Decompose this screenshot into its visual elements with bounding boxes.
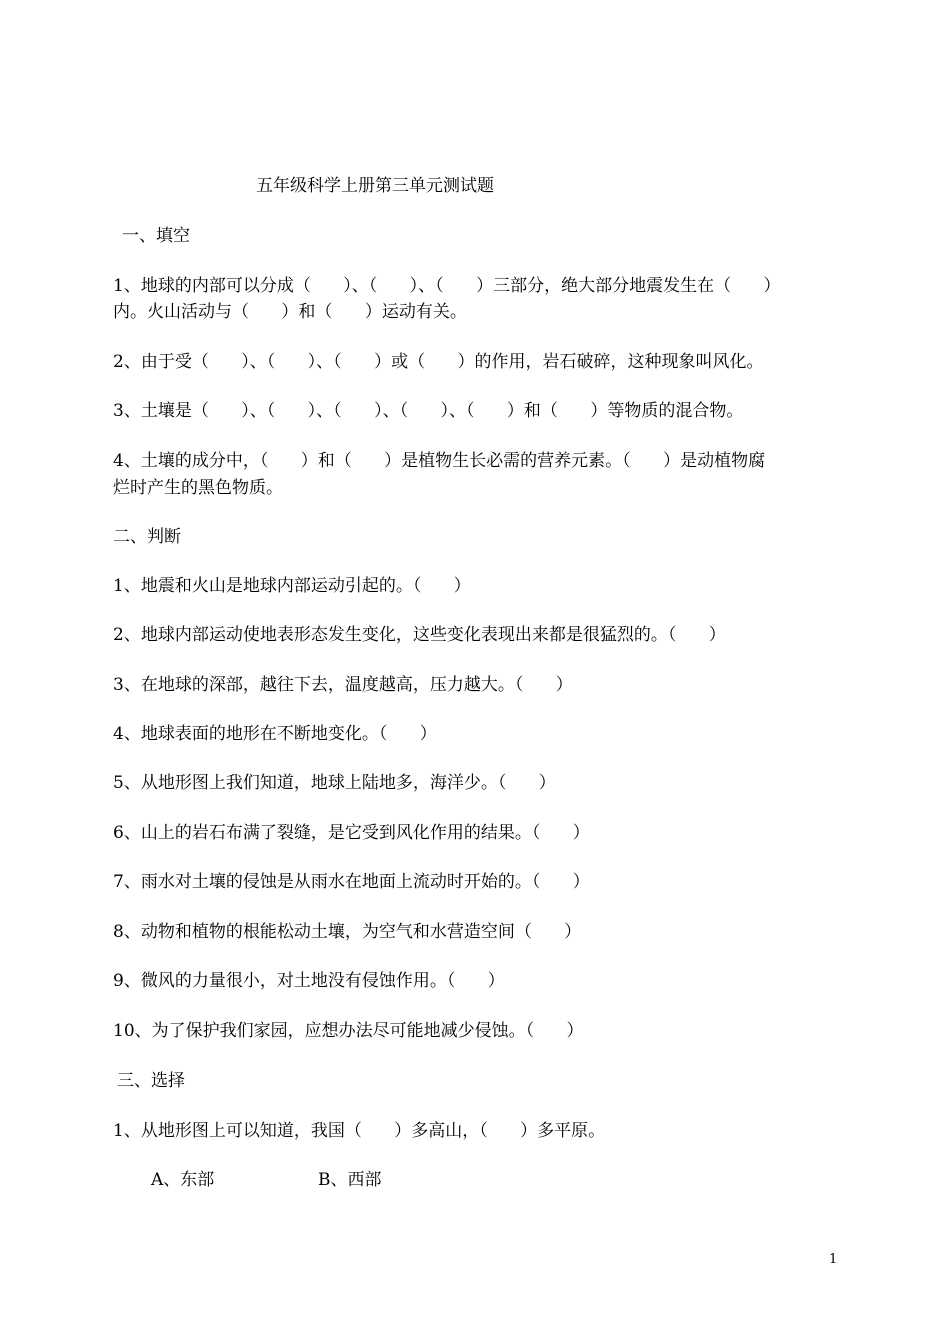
fill-blank-question-1-line-2: 内。火山活动与（ ）和（ ）运动有关。	[113, 302, 467, 322]
true-false-item: 9、微风的力量很小，对土地没有侵蚀作用。（ ）	[113, 971, 505, 991]
true-false-item: 10、为了保护我们家园，应想办法尽可能地减少侵蚀。（ ）	[113, 1021, 584, 1041]
true-false-item: 6、山上的岩石布满了裂缝，是它受到风化作用的结果。（ ）	[113, 823, 590, 843]
fill-blank-question-4-line-2: 烂时产生的黑色物质。	[113, 478, 283, 498]
section-heading-true-false: 二、判断	[113, 527, 181, 547]
true-false-item: 4、地球表面的地形在不断地变化。（ ）	[113, 724, 437, 744]
section-heading-multiple-choice: 三、选择	[117, 1071, 185, 1091]
true-false-item: 2、地球内部运动使地表形态发生变化，这些变化表现出来都是很猛烈的。（ ）	[113, 625, 726, 645]
choice-option-b: B、西部	[318, 1170, 382, 1190]
true-false-item: 3、在地球的深部，越往下去，温度越高，压力越大。（ ）	[113, 675, 573, 695]
true-false-item: 5、从地形图上我们知道，地球上陆地多，海洋少。（ ）	[113, 773, 556, 793]
page-title: 五年级科学上册第三单元测试题	[256, 176, 494, 196]
true-false-item: 7、雨水对土壤的侵蚀是从雨水在地面上流动时开始的。（ ）	[113, 872, 590, 892]
choice-question-1: 1、从地形图上可以知道，我国（ ）多高山，（ ）多平原。	[113, 1121, 606, 1141]
fill-blank-question-3: 3、土壤是（ ）、（ ）、（ ）、（ ）、（ ）和（ ）等物质的混合物。	[113, 401, 744, 421]
fill-blank-question-4-line-1: 4、土壤的成分中，（ ）和（ ）是植物生长必需的营养元素。（ ）是动植物腐	[113, 451, 766, 471]
fill-blank-question-2: 2、由于受（ ）、（ ）、（ ）或（ ）的作用，岩石破碎，这种现象叫风化。	[113, 352, 764, 372]
true-false-item: 8、动物和植物的根能松动土壤，为空气和水营造空间（ ）	[113, 922, 582, 942]
page-number: 1	[829, 1252, 838, 1267]
section-heading-fill-blank: 一、填空	[122, 226, 190, 246]
fill-blank-question-1-line-1: 1、地球的内部可以分成（ ）、（ ）、（ ）三部分，绝大部分地震发生在（ ）	[113, 276, 781, 296]
true-false-item: 1、地震和火山是地球内部运动引起的。（ ）	[113, 576, 471, 596]
choice-option-a: A、东部	[151, 1170, 215, 1190]
